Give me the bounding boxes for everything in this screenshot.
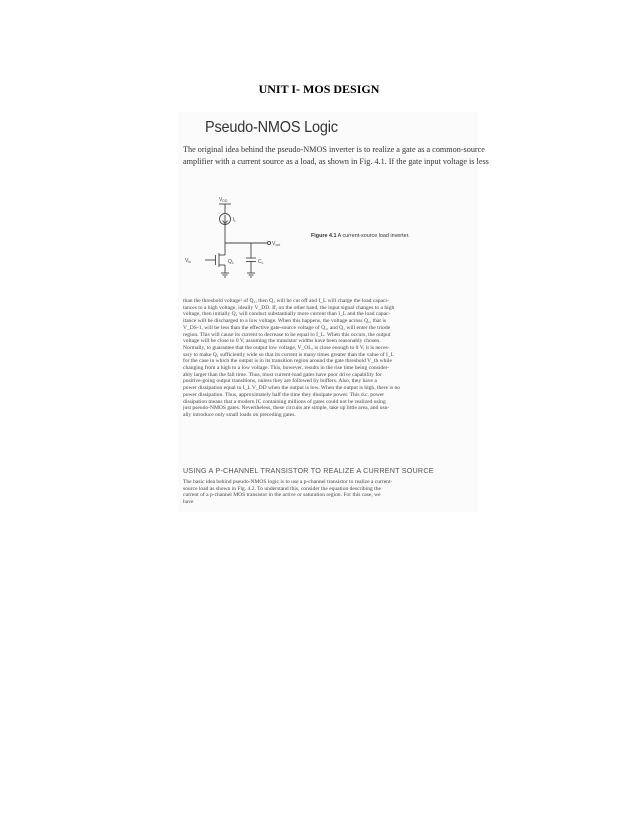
q1-label-sub: 1 [231, 261, 234, 265]
svg-text:IL [233, 217, 236, 223]
il-label-sub: L [234, 219, 237, 223]
svg-text:Vin [185, 258, 191, 264]
intro-line: The original idea behind the pseudo-NMOS inverter is to realize a gate as a common-source [183, 145, 485, 154]
vout-label-sub: out [275, 243, 281, 247]
vin-label: V [185, 258, 189, 264]
vin-label-area [184, 255, 206, 265]
section-heading: Pseudo-NMOS Logic [205, 119, 338, 137]
body-line: ably larger than the fall time. Thus, most current-load gates have poor drive capability for [183, 371, 382, 378]
body-line: than the threshold voltage¹ of Q₁, then Q₁ will be cut off and I_L will charge the load capaci- [183, 298, 389, 304]
figure-caption-text: A current-source load inverter. [337, 233, 410, 239]
body-line: power dissipation. Thus, approximately half the time they dissipate power. This d.c. power [183, 391, 385, 398]
body-line: power dissipation equal to I_L V_DD when the output is low. When the output is high, there is no [183, 385, 401, 392]
body-line: have [183, 499, 194, 506]
body-line: current of a p-channel MOS transistor in the active or saturation region. For this case, we [183, 492, 381, 499]
body-line: voltage, then initially Q₁ will conduct substantially more current than I_L and the load capac- [183, 311, 391, 318]
body-line: voltage will be close to 0 V, assuming the transistor widths have been reasonably chosen. [183, 338, 381, 345]
circuit-diagram [205, 193, 325, 293]
body-line: just pseudo-NMOS gates. Nevertheless, these circuits are simple, take up little area, and usu- [183, 405, 390, 412]
q1-label: Q [228, 259, 232, 265]
body-line: changing from a high to a low voltage. This, however, results in the rise time being consider- [183, 365, 390, 372]
figure-number: Figure 4.1 [311, 233, 337, 239]
body-line: sary to make Q₁ sufficiently wide so that its current is many times greater than the value of I_L [183, 351, 395, 358]
body-line: Normally, to guarantee that the output low voltage, V_OL, is close enough to 0 V, it is neces- [183, 344, 390, 351]
body-line: V_DS-1, will be less than the effective gate-source voltage of Q₁, and Q₁ will enter the triode [183, 324, 391, 331]
body-line: The basic idea behind pseudo-NMOS logic is to use a p-channel transistor to realize a current- [183, 479, 393, 485]
body-line: ally introduce only small loads on preceding gates. [183, 411, 296, 418]
vin-label-sub: in [188, 260, 192, 264]
svg-text:Vout [272, 241, 280, 247]
il-label: I [233, 217, 235, 223]
page-title: UNIT I- MOS DESIGN [258, 82, 380, 96]
figure-caption [311, 233, 410, 239]
subsection-heading: USING A P-CHANNEL TRANSISTOR TO REALIZE A CURRENT SOURCE [183, 466, 434, 475]
intro-paragraph [183, 144, 489, 167]
body-line: dissipation means that a modern IC containing millions of gates could not be realized using [183, 398, 386, 405]
body-line: source load as shown in Fig. 4.2. To understand this, consider the equation describing the [183, 485, 381, 492]
vout-label: V [272, 241, 276, 247]
svg-text:CL [258, 259, 264, 265]
cl-label-sub: L [261, 261, 264, 265]
intro-line: amplifier with a current source as a load, as shown in Fig. 4.1. If the gate input voltage is less [183, 156, 489, 166]
body-line: positive-going output transitions, unless they are followed by buffers. Also, they have a [183, 378, 377, 385]
body-line: itance will be discharged to a low voltage. When this happens, the voltage across Q₁, that is [183, 318, 387, 325]
body-paragraph-2 [183, 479, 463, 506]
svg-text:Q1 [228, 259, 234, 265]
body-line: tances to a high voltage, ideally V_DD. If, on the other hand, the input signal changes to a high [183, 304, 395, 311]
vdd-label-sub: DD [222, 199, 228, 203]
cl-label: C [258, 259, 262, 265]
output-terminal [267, 241, 270, 244]
body-line: region. This will cause its current to decrease to be equal to I_L. When this occurs, the output [183, 331, 391, 338]
vdd-label: V [219, 197, 223, 203]
svg-text:VDD [219, 197, 228, 203]
body-paragraph [183, 298, 463, 419]
body-line: for the case in which the output is in its transition region around the gate threshold V_th while [183, 358, 392, 365]
